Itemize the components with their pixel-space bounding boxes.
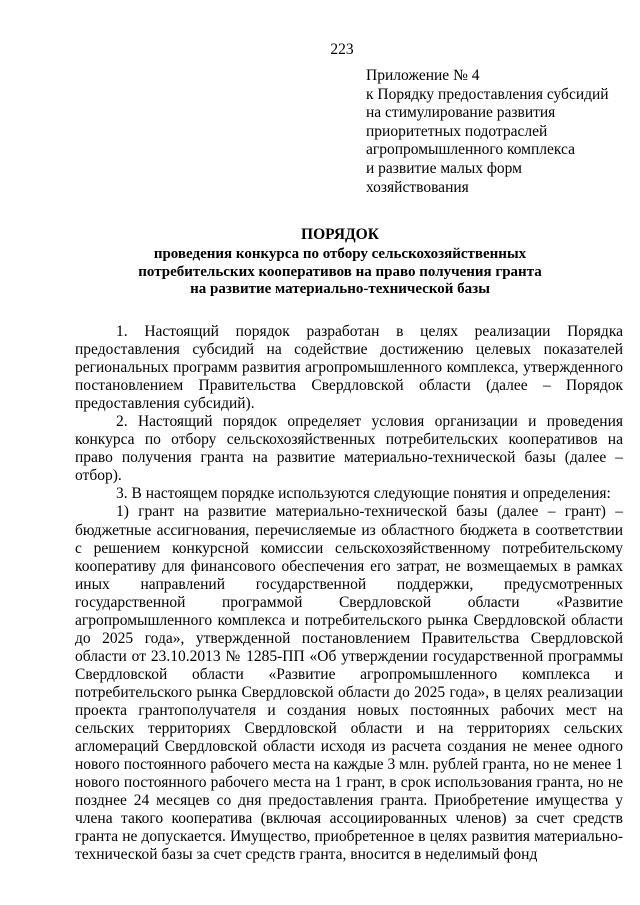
appendix-line: и развитие малых форм [366, 159, 522, 177]
appendix-line: приоритетных подотраслей [366, 122, 548, 140]
paragraph-3: 3. В настоящем порядке используются следующие понятия и определения: [116, 485, 611, 503]
appendix-line: Приложение № 4 [366, 67, 480, 84]
paragraph-1: 1. Настоящий порядок разработан в целях реализации Порядка предоставления субсидий на содействие достижению целевых показателей региональных программ развития агропромышленного комплекса, утвержденного постановлением Правительства Свердловской области (далее – Порядок предоставления субсидий). [75, 323, 623, 413]
appendix-line: к Порядку предоставления субсидий [366, 85, 609, 103]
title-main: ПОРЯДОК [301, 226, 379, 243]
title-line: на развитие материально-технической базы [190, 281, 490, 298]
appendix-line: на стимулирование развития [366, 104, 556, 122]
title-line: потребительских кооперативов на право получения гранта [138, 263, 542, 280]
title-line: проведения конкурса по отбору сельскохозяйственных [153, 245, 527, 262]
page-number: 223 [330, 41, 354, 58]
document-title [60, 226, 620, 299]
appendix-line: агропромышленного комплекса [366, 141, 575, 159]
document-body [75, 323, 623, 864]
paragraph-3-1: 1) грант на развитие материально-технической базы (далее – грант) – бюджетные ассигнования, перечисляемые из областного бюджета в соответствии с решением конкурсной комиссии сельскохозяйственному потребительскому кооперативу для финансового обеспечения его затрат, не возмещаемых в рамках иных направлений государственной поддержки, предусмотренных государственной программой Свердловской области «Развитие агропромышленного комплекса и потребительского рынка Свердловской области до 2025 года», утвержденной постановлением Правительства Свердловской области от 23.10.2013 № 1285-ПП «Об утверждении государственной программы Свердловской области «Развитие агропромышленного комплекса и потребительского рынка Свердловской области до 2025 года», в целях реализации проекта грантополучателя и создания новых постоянных рабочих мест на сельских территориях Свердловской области и на территориях сельских агломераций Свердловской области исходя из расчета создания не менее одного нового постоянного рабочего места на каждые 3 млн. рублей гранта, но не менее 1 нового постоянного рабочего места на 1 грант, в срок использования гранта, но не позднее 24 месяцев со дня предоставления гранта. Приобретение имущества у члена такого кооператива (включая ассоциированных членов) за счет средств гранта не допускается. Имущество, приобретенное в целях развития материально-технической базы за счет средств гранта, вносится в неделимый фонд [75, 503, 623, 864]
paragraph-2: 2. Настоящий порядок определяет условия организации и проведения конкурса по отбору сельскохозяйственных потребительских кооперативов на право получения гранта на развитие материально-технической базы (далее – отбор). [75, 413, 623, 485]
appendix-block [366, 67, 616, 197]
appendix-line: хозяйствования [366, 178, 469, 196]
